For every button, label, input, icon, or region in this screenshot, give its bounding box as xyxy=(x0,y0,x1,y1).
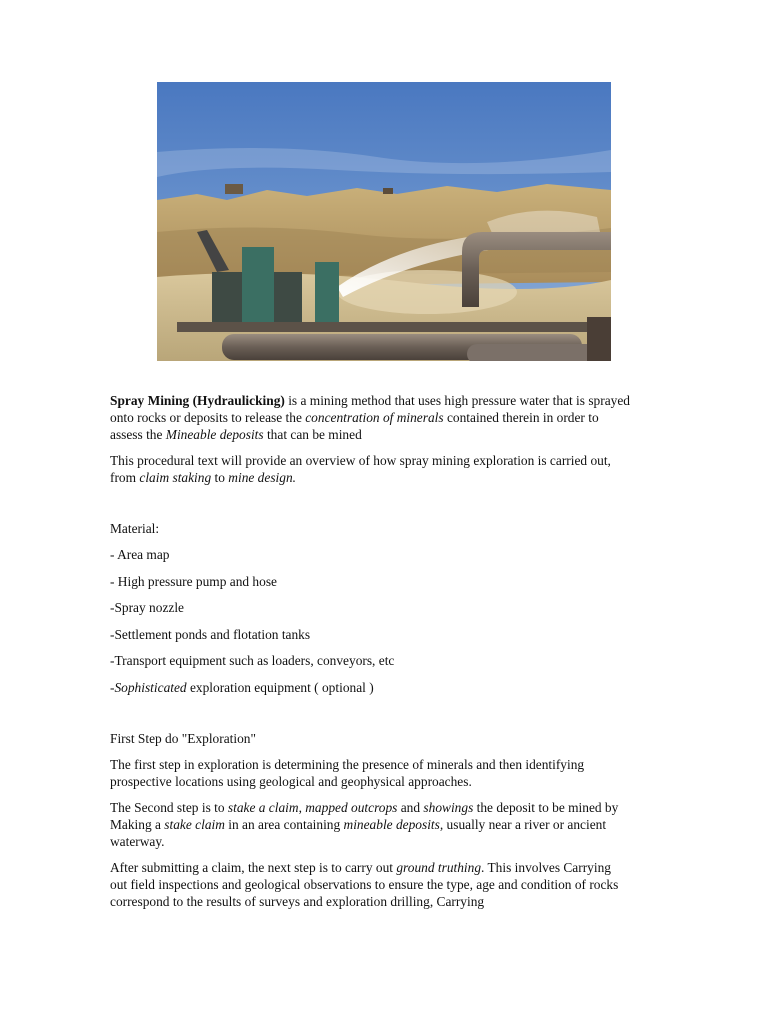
step2-emph: mapped outcrops xyxy=(305,799,398,815)
step2-emph: mineable deposits, xyxy=(343,816,444,832)
truck-right xyxy=(383,188,393,194)
intro-text-3: that can be mined xyxy=(263,427,362,442)
document-body xyxy=(110,392,630,910)
overview-text-2: to xyxy=(211,470,229,485)
steps-heading: First Step do "Exploration" xyxy=(110,730,256,746)
step2-emph: stake claim xyxy=(164,816,225,832)
machine-right xyxy=(587,317,611,361)
material-item: - Area map xyxy=(110,547,170,562)
step3-text: . This involves Carrying out field inspections and geological observations to ensure the type, age and condition of rocks correspond to the results of surveys and exploration drilling, Carrying xyxy=(110,859,619,909)
truck-left xyxy=(225,184,243,194)
intro-emph-1: concentration of minerals xyxy=(305,410,444,425)
step2-text: in an area containing xyxy=(224,816,344,832)
step3-emph: ground truthing xyxy=(396,859,482,875)
intro-paragraph xyxy=(110,392,630,443)
material-item: -Transport equipment such as loaders, conveyors, etc xyxy=(110,653,395,668)
step2-text: The Second step is to xyxy=(110,799,228,815)
intro-term: Spray Mining (Hydraulicking) xyxy=(110,393,285,408)
material-item: -Spray nozzle xyxy=(110,600,184,615)
material-item: -Settlement ponds and flotation tanks xyxy=(110,626,311,642)
mining-photo xyxy=(157,82,611,361)
step-1-paragraph: The first step in exploration is determining the presence of minerals and then identifying prospective locations using geological and geophysical approaches. xyxy=(110,756,585,789)
platform xyxy=(177,322,597,332)
intro-text-2: contained therein in order to assess the xyxy=(110,410,599,442)
pump-tank xyxy=(242,247,274,322)
step2-emph: showings xyxy=(423,799,474,815)
step-2-paragraph xyxy=(110,799,630,850)
step2-text: usually near a river or ancient waterway. xyxy=(110,816,607,849)
intro-text-1: is a mining method that uses high pressure water that is sprayed onto rocks or deposits to release the xyxy=(110,393,630,425)
material-heading: Material: xyxy=(110,521,160,536)
step2-emph: stake a claim xyxy=(227,799,299,815)
overview-emph-2: mine design. xyxy=(228,470,296,485)
overview-paragraph xyxy=(110,452,630,486)
pump-column xyxy=(315,262,339,327)
step2-text: and xyxy=(397,799,424,815)
step2-text: , xyxy=(298,799,306,815)
material-last-emph: Sophisticated xyxy=(114,679,187,695)
step-3-paragraph xyxy=(110,859,630,910)
step2-text: the deposit to be mined by Making a xyxy=(110,799,619,832)
material-item: - High pressure pump and hose xyxy=(110,573,277,589)
material-item-last xyxy=(110,679,630,696)
material-last-rest: exploration equipment ( optional ) xyxy=(186,679,374,695)
overview-emph-1: claim staking xyxy=(139,470,212,485)
overview-text-1: This procedural text will provide an overview of how spray mining exploration is carried out, from xyxy=(110,453,611,485)
material-last-prefix: - xyxy=(110,679,115,695)
step3-text: After submitting a claim, the next step is to carry out xyxy=(110,859,397,875)
intro-emph-2: Mineable deposits xyxy=(165,427,264,442)
mining-photo-illustration xyxy=(157,82,611,361)
